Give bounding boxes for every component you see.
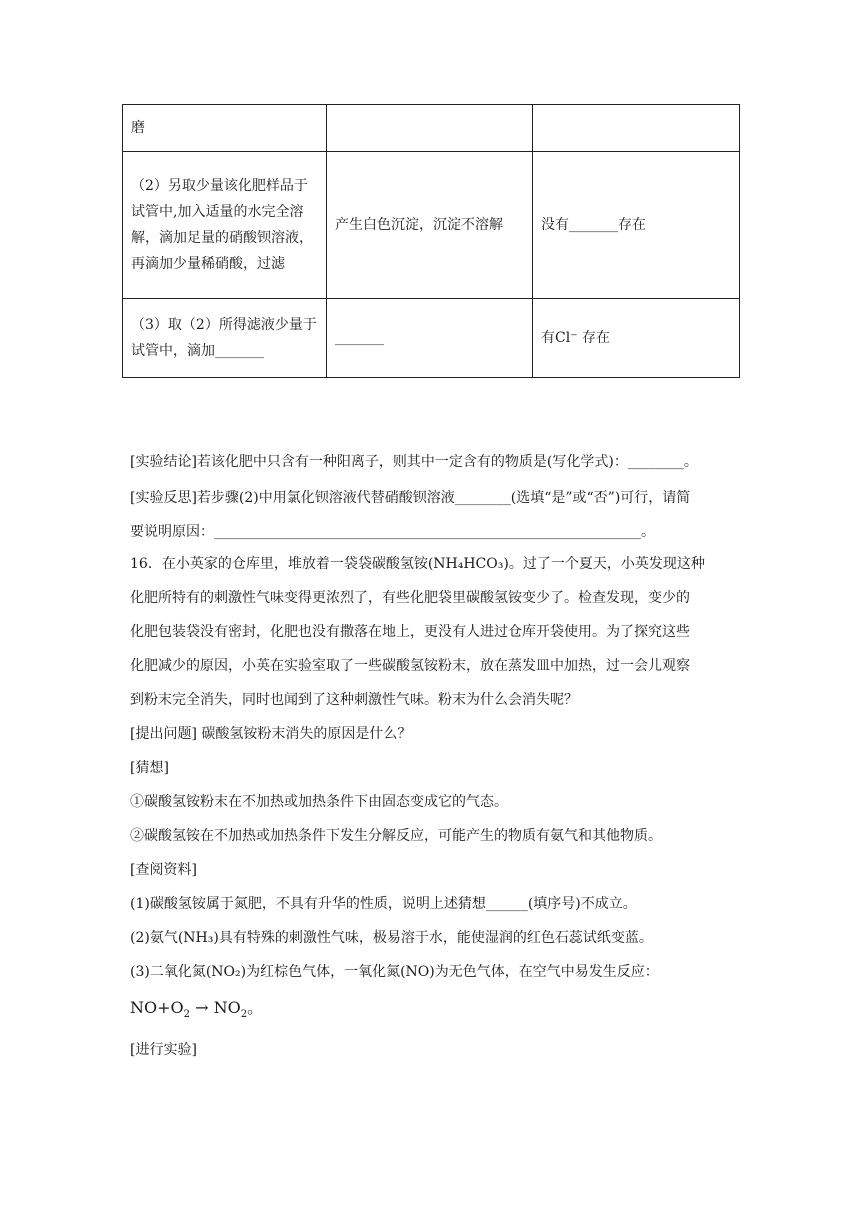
formula-arrow-product: → NO [190, 998, 241, 1017]
step-text: （3）取（2）所得滤液少量于试管中，滴加_______ [131, 317, 317, 359]
phenomenon-cell [327, 105, 533, 152]
conclusion-cell [533, 105, 740, 152]
conclusion-text: 有Cl⁻ 存在 [541, 330, 611, 346]
q16-line-5: 到粉末完全消失，同时也闻到了这种刺激性气味。粉末为什么会消失呢？ [130, 692, 578, 708]
guess-line-2: ②碳酸氢铵在不加热或加热条件下发生分解反应，可能产生的物质有氨气和其他物质。 [130, 828, 662, 844]
conclusion-cell [533, 299, 740, 378]
info-line-3: (3)二氧化氮(NO₂)为红棕色气体，一氧化氮(NO)为无色气体，在空气中易发生反应： [130, 964, 659, 980]
step-text: （2）另取少量该化肥样品于试管中,加入适量的水完全溶解，滴加足量的硝酸钡溶液，再滴加少量稀硝酸，过滤 [131, 178, 313, 272]
question-line: [提出问题] 碳酸氢铵粉末消失的原因是什么？ [130, 726, 412, 742]
q16-line-1: 16．在小英家的仓库里，堆放着一袋袋碳酸氢铵(NH₄HCO₃)。过了一个夏天，小英发现这种 [130, 556, 705, 572]
guess-line-1: ①碳酸氢铵粉末在不加热或加热条件下由固态变成它的气态。 [130, 794, 508, 810]
info-title: [查阅资料] [130, 862, 197, 878]
conclusion-cell [533, 152, 740, 299]
formula-reactants: NO+O [130, 998, 184, 1017]
reflection-line-1: [实验反思]若步骤(2)中用氯化钡溶液代替硝酸钡溶液________(选填“是”或“否”)可行，请简 [130, 490, 691, 506]
step-cell [123, 152, 327, 299]
experiment-title: [进行实验] [130, 1042, 197, 1058]
step-cell [123, 105, 327, 152]
experiment-table [122, 104, 740, 378]
phenomenon-text: _______ [335, 330, 384, 346]
formula-period: 。 [247, 998, 264, 1017]
formula-subscript: 2 [240, 1009, 248, 1021]
phenomenon-text: 产生白色沉淀，沉淀不溶解 [335, 217, 503, 233]
conclusion-text: 没有_______存在 [541, 217, 646, 233]
reflection-line-2: 要说明原因：_____________________________________________________________。 [130, 524, 655, 540]
step-text: 磨 [131, 120, 145, 136]
info-line-2: (2)氨气(NH₃)具有特殊的刺激性气味，极易溶于水，能使湿润的红色石蕊试纸变蓝。 [130, 930, 653, 946]
q16-line-3: 化肥包装袋没有密封，化肥也没有撒落在地上，更没有人进过仓库开袋使用。为了探究这些 [130, 624, 690, 640]
conclusion-line: [实验结论]若该化肥中只含有一种阳离子，则其中一定含有的物质是(写化学式)：________。 [130, 454, 698, 470]
table-row [123, 105, 740, 152]
reaction-formula [130, 998, 750, 1025]
table-row [123, 299, 740, 378]
formula-subscript: 2 [183, 1009, 191, 1021]
guess-title: [猜想] [130, 760, 169, 776]
q16-line-4: 化肥减少的原因，小英在实验室取了一些碳酸氢铵粉末，放在蒸发皿中加热，过一会儿观察 [130, 658, 690, 674]
step-cell [123, 299, 327, 378]
q16-line-2: 化肥所特有的刺激性气味变得更浓烈了，有些化肥袋里碳酸氢铵变少了。检查发现，变少的 [130, 590, 690, 606]
phenomenon-cell [327, 152, 533, 299]
table-row [123, 152, 740, 299]
info-line-1: (1)碳酸氢铵属于氮肥，不具有升华的性质，说明上述猜想______(填序号)不成立。 [130, 896, 637, 912]
phenomenon-cell [327, 299, 533, 378]
